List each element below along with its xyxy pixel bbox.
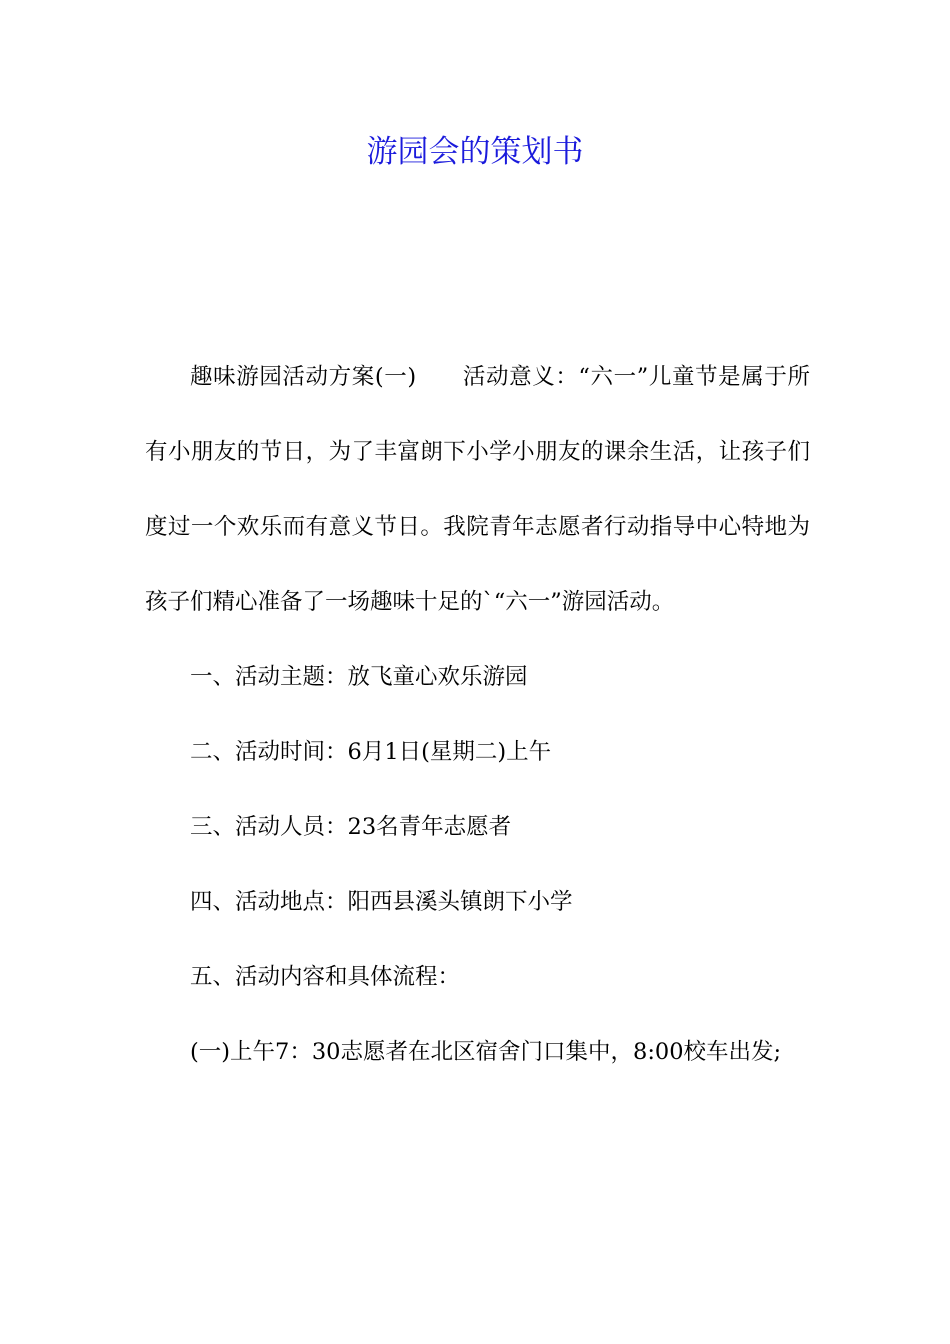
paragraph-schedule-1: (一)上午7：30志愿者在北区宿舍门口集中，8:00校车出发; bbox=[190, 1039, 782, 1065]
paragraph-location: 四、活动地点：阳西县溪头镇朗下小学 bbox=[190, 889, 573, 915]
paragraph-theme: 一、活动主题：放飞童心欢乐游园 bbox=[190, 664, 528, 690]
paragraph-time: 二、活动时间：6月1日(星期二)上午 bbox=[190, 739, 552, 765]
paragraph-content-heading: 五、活动内容和具体流程： bbox=[190, 964, 461, 990]
document-body bbox=[145, 340, 810, 1090]
paragraph-people: 三、活动人员：23名青年志愿者 bbox=[190, 814, 512, 840]
paragraph-intro: 趣味游园活动方案(一) 活动意义：“六一”儿童节是属于所有小朋友的节日，为了丰富朗下小学小朋友的课余生活，让孩子们度过一个欢乐而有意义节日。我院青年志愿者行动指导中心特地为孩子们精心准备了一场趣味十足的`“六一”游园活动。 bbox=[145, 364, 810, 615]
document-title: 游园会的策划书 bbox=[366, 134, 584, 170]
